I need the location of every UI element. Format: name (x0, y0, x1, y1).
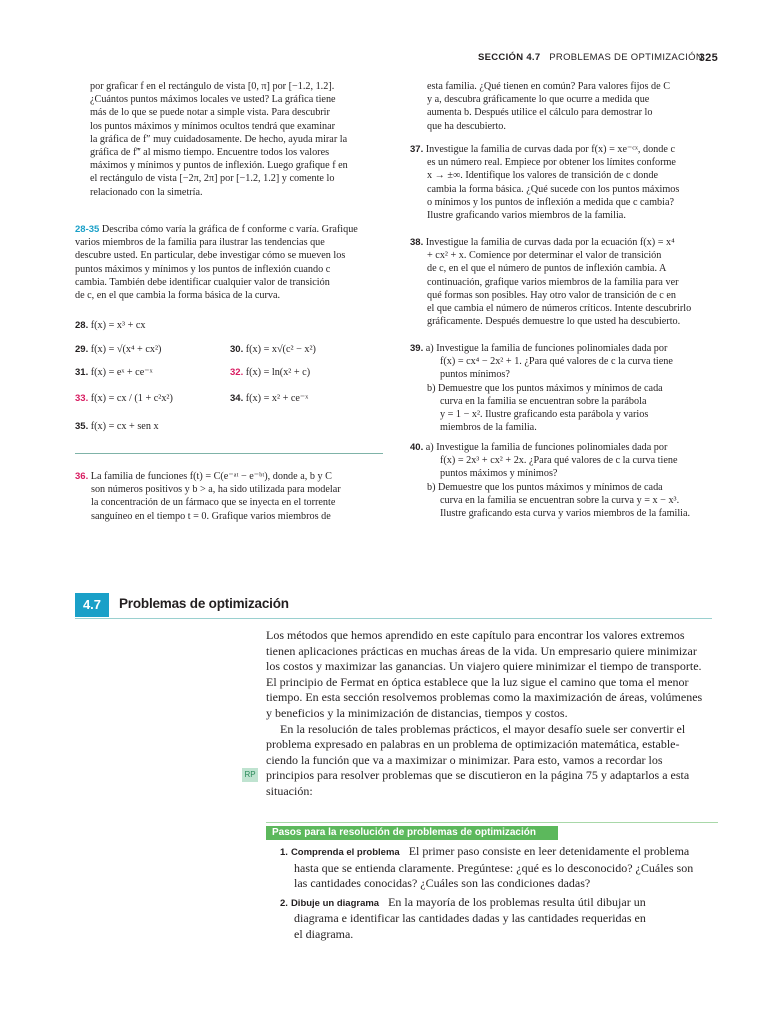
exercise-32 (230, 367, 310, 378)
text-line: que ha descubierto. (427, 120, 506, 132)
exercise-34 (230, 393, 308, 404)
text-line: f(x) = 2x³ + cx² + 2x. ¿Para qué valores de c la curva tiene (440, 455, 678, 467)
exercise-28 (75, 320, 145, 331)
text-line: problema expresado en palabras en un problema de optimización matemática, estable- (266, 737, 680, 752)
exercise-number: 28. (75, 320, 89, 331)
text-line: puntos mínimos? (440, 369, 510, 381)
text-line: la concentración de un fármaco que se inyecta en el torrente (91, 497, 336, 509)
left-intro (90, 80, 390, 199)
exercise-formula: f(x) = ln(x² + c) (245, 367, 311, 378)
text-line: El primer paso consiste en leer detenidamente el problema (408, 844, 690, 858)
exercise-number: 37. (410, 144, 424, 155)
text-line: es un número real. Empiece por obtener los límites conforme (427, 157, 676, 169)
section-body (266, 628, 718, 800)
text-line: qué formas son posibles. Hay otro valor de transición de c en (427, 289, 676, 301)
text-line: los costos y maximizar las ganancias. Un viajero quiere minimizar el tiempo de transporte. (266, 659, 702, 674)
text-line: el que cambia el número de números críticos. Intente descubrirlo (427, 303, 692, 315)
exercise-35 (75, 421, 159, 432)
exercise-formula: f(x) = eˣ + ce⁻ˣ (90, 367, 153, 378)
step-number: 1. (280, 847, 288, 858)
exercise-30 (230, 344, 316, 355)
text-line: a) Investigue la familia de funciones polinomiales dada por (425, 442, 668, 453)
text-line: tienen aplicaciones prácticas en muchas áreas de la vida. Un empresario quiere minimizar (266, 643, 697, 658)
exercise-formula: f(x) = x√(c² − x²) (245, 344, 316, 355)
text-line: o mínimos y los puntos de inflexión a medida que c cambia? (427, 196, 674, 208)
exercise-40 (410, 441, 720, 520)
step-label: Dibuje un diagrama (290, 897, 380, 909)
section-divider (75, 618, 712, 619)
text-line: de c, en el que el número de puntos de inflexión cambia. A (427, 263, 667, 275)
exercise-range-block (75, 223, 385, 302)
text-line: la gráfica de f″ muy cuidadosamente. De hecho, ayuda mirar la (90, 133, 348, 145)
exercise-number: 34. (230, 393, 244, 404)
text-line: sanguíneo en el tiempo t = 0. Grafique varios miembros de (91, 510, 331, 522)
text-line: gráficamente. Después demuestre lo que usted ha descubierto. (427, 316, 681, 328)
divider (75, 453, 383, 454)
text-line: ciendo la función que va a maximizar o minimizar. Para esto, vamos a recordar los (266, 752, 663, 767)
text-line: b) Demuestre que los puntos máximos y mínimos de cada (427, 382, 663, 394)
exercise-number: 40. (410, 442, 424, 453)
exercise-formula: f(x) = x² + ce⁻ˣ (245, 393, 309, 404)
exercise-36 (75, 470, 385, 523)
text-line: por graficar f en el rectángulo de vista [0, π] por [−1.2, 1.2]. (90, 81, 335, 92)
text-line: b) Demuestre que los puntos máximos y mínimos de cada (427, 481, 663, 493)
header-section: SECCIÓN 4.7 (478, 52, 541, 63)
text-line: El principio de Fermat en óptica establece que la luz sigue el camino que toma el menor (266, 674, 689, 689)
text-line: el rectángulo de vista [−2π, 2π] por [−1.2, 1.2] y comente lo (90, 173, 335, 185)
rp-margin-icon: RP (242, 768, 258, 782)
text-line: esta familia. ¿Qué tienen en común? Para valores fijos de C (427, 81, 670, 92)
text-line: descubre usted. En particular, debe investigar cómo se mueven los (75, 250, 346, 262)
text-line: situación: (266, 783, 313, 798)
text-line: y beneficios y la minimización de distancias, tiempos y costos. (266, 705, 568, 720)
text-line: ¿Cuántos puntos máximos locales ve usted? La gráfica tiene (90, 94, 336, 106)
exercise-range-label: 28-35 (75, 224, 100, 235)
text-line: Describa cómo varía la gráfica de f conforme c varía. Grafique (101, 224, 358, 235)
exercise-number: 39. (410, 343, 424, 354)
section-title: Problemas de optimización (119, 596, 289, 611)
page-number: 325 (698, 52, 718, 64)
exercise-33 (75, 393, 173, 404)
exercise-number: 38. (410, 237, 424, 248)
text-line: Investigue la familia de curvas dada por la ecuación f(x) = x⁴ (425, 237, 675, 248)
exercise-38 (410, 236, 720, 328)
text-line: diagrama e identificar las cantidades dadas y las cantidades requeridas en (294, 911, 646, 925)
step-1 (280, 844, 720, 861)
text-line: los puntos máximos y mínimos ocultos tendrá que examinar (90, 120, 336, 132)
step-label: Comprenda el problema (290, 847, 400, 858)
text-line: Ilustre graficando esta curva y varios miembros de la familia. (440, 508, 691, 520)
step-number: 2. (280, 897, 288, 909)
text-line: puntos máximos y mínimos y los puntos de inflexión cuando c (75, 263, 331, 275)
exercise-36-continued (427, 80, 717, 133)
exercise-formula: f(x) = √(x⁴ + cx²) (90, 344, 162, 355)
text-line: principios para resolver problemas que se discutieron en la página 75 y adaptarlos a esta (266, 768, 690, 783)
text-line: el diagrama. (294, 926, 354, 941)
text-line: x → ±∞. Identifique los valores de transición de c donde (427, 170, 658, 182)
steps-list (280, 844, 720, 942)
exercise-formula: f(x) = x³ + cx (90, 320, 146, 331)
text-line: son números positivos y b > a, ha sido utilizada para modelar (91, 484, 341, 496)
exercise-number: 35. (75, 421, 89, 432)
text-line: de c, en el que cambia la forma básica de la curva. (75, 290, 281, 302)
text-line: gráfica de f‴ al mismo tiempo. Encuentre todos los valores (90, 147, 330, 159)
text-line: cambia. También debe identificar cualquier valor de transición (75, 276, 330, 288)
exercise-number: 36. (75, 471, 89, 482)
text-line: y a, descubra gráficamente lo que ocurre a medida que (427, 94, 650, 106)
text-line: puntos máximos y mínimos? (440, 468, 558, 480)
exercise-29 (75, 344, 161, 355)
text-line: Investigue la familia de curvas dada por f(x) = xe⁻ᶜˣ, donde c (425, 144, 675, 155)
exercise-formula: f(x) = cx / (1 + c²x²) (90, 393, 173, 404)
text-line: La familia de funciones f(t) = C(e⁻ᵃᵗ − e⁻ᵇᵗ), donde a, b y C (90, 471, 332, 482)
text-line: continuación, grafique varios miembros de la familia para ver (427, 276, 679, 288)
exercise-number: 29. (75, 344, 89, 355)
text-line: aumenta b. Después utilice el cálculo para demostrar lo (427, 107, 653, 119)
exercise-39 (410, 342, 720, 434)
exercise-number: 32. (230, 367, 244, 378)
steps-top-rule (266, 822, 718, 823)
text-line: f(x) = cx⁴ − 2x² + 1. ¿Para qué valores de c la curva tiene (440, 356, 673, 368)
text-line: más de lo que se puede notar a simple vista. Para descubrir (90, 107, 330, 119)
text-line: curva en la familia se encuentran sobre la parábola (440, 395, 647, 407)
step-2 (280, 895, 720, 912)
text-line: a) Investigue la familia de funciones polinomiales dada por (425, 343, 668, 354)
text-line: máximos y mínimos y puntos de inflexión. Luego grafique f en (90, 160, 348, 172)
section-number-badge: 4.7 (75, 593, 109, 617)
steps-title-bar: Pasos para la resolución de problemas de optimización (266, 826, 558, 840)
text-line: En la mayoría de los problemas resulta útil dibujar un (388, 894, 646, 909)
text-line: En la resolución de tales problemas prácticos, el mayor desafío suele ser convertir el (280, 721, 686, 736)
exercise-number: 31. (75, 367, 89, 378)
text-line: + cx² + x. Comience por determinar el valor de transición (427, 250, 662, 262)
text-line: Ilustre graficando varios miembros de la familia. (427, 210, 626, 222)
exercise-formula: f(x) = cx + sen x (90, 421, 159, 432)
text-line: y = 1 − x². Ilustre graficando esta parábola y varios (440, 409, 649, 421)
text-line: relacionado con la simetría. (90, 186, 203, 198)
exercise-31 (75, 367, 153, 378)
text-line: varios miembros de la familia para ilustrar las tendencias que (75, 237, 325, 249)
text-line: tiempo. En esta sección resolvemos problemas como la maximización de áreas, volúmenes (266, 690, 703, 705)
text-line: Los métodos que hemos aprendido en este capítulo para encontrar los valores extremos (266, 628, 685, 642)
text-line: curva en la familia se encuentran sobre la curva y = x − x³. (440, 494, 680, 506)
running-header (478, 52, 718, 63)
header-title: PROBLEMAS DE OPTIMIZACIÓN (549, 52, 703, 63)
text-line: hasta que se entienda claramente. Pregúntese: ¿qué es lo desconocido? ¿Cuáles son (294, 860, 694, 875)
text-line: las cantidades conocidas? ¿Cuáles son las condiciones dadas? (294, 876, 591, 890)
text-line: cambia la forma básica. ¿Qué sucede con los puntos máximos (427, 183, 680, 195)
exercise-number: 30. (230, 344, 244, 355)
text-line: miembros de la familia. (440, 422, 537, 434)
exercise-number: 33. (75, 393, 89, 404)
exercise-37 (410, 143, 720, 222)
